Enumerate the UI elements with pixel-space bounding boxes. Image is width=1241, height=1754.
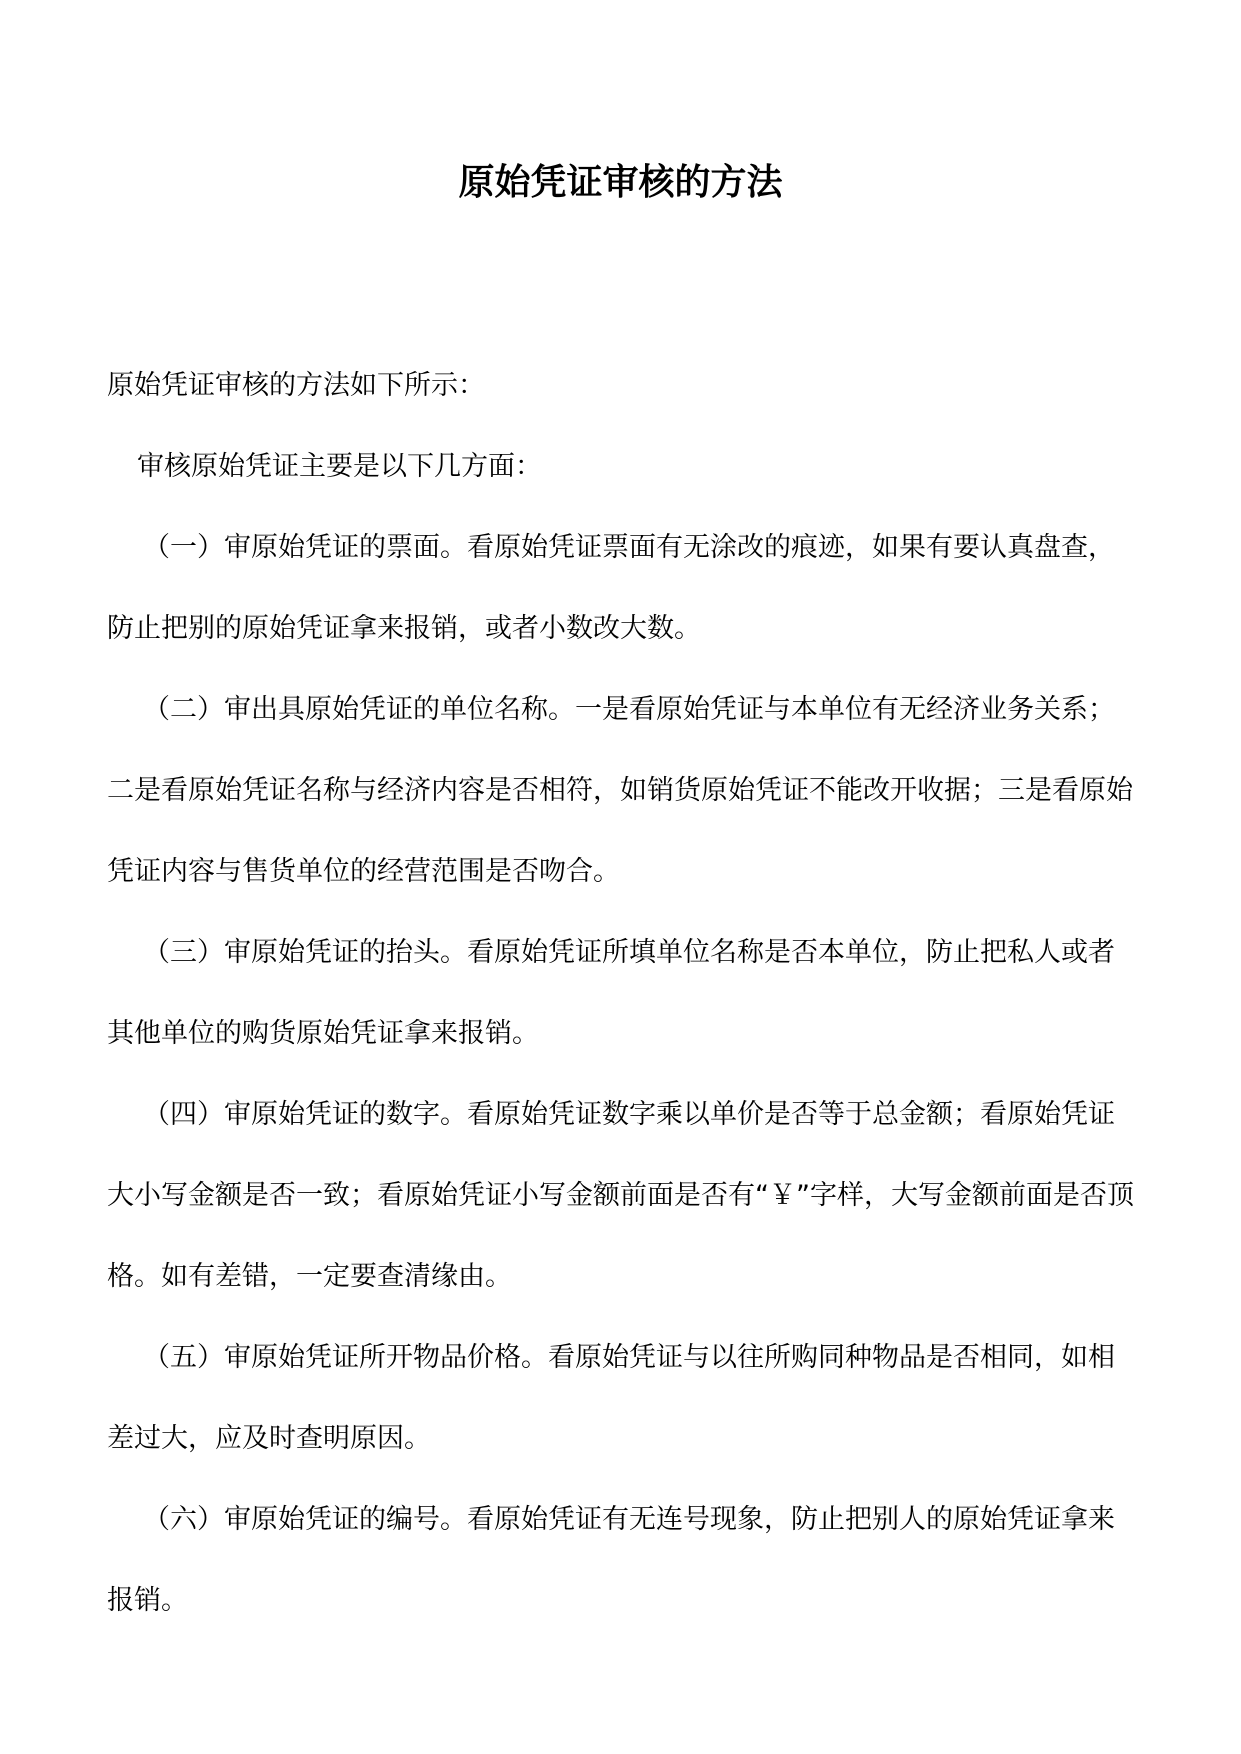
section-5-paragraph: （五）审原始凭证所开物品价格。看原始凭证与以往所购同种物品是否相同，如相差过大，应及时查明原因。 [107, 1342, 1115, 1454]
intro-paragraph: 原始凭证审核的方法如下所示： [107, 370, 485, 401]
section-2-paragraph: （二）审出具原始凭证的单位名称。一是看原始凭证与本单位有无经济业务关系；二是看原始凭证名称与经济内容是否相符，如销货原始凭证不能改开收据；三是看原始凭证内容与售货单位的经营范围是否吻合。 [107, 694, 1133, 887]
document-title: 原始凭证审核的方法 [458, 161, 783, 203]
section-4-paragraph: （四）审原始凭证的数字。看原始凭证数字乘以单价是否等于总金额；看原始凭证大小写金额是否一致；看原始凭证小写金额前面是否有“￥”字样，大写金额前面是否顶格。如有差错，一定要查清缘由。 [107, 1099, 1134, 1292]
summary-paragraph: 审核原始凭证主要是以下几方面： [137, 451, 542, 482]
document-body [107, 345, 1137, 1641]
section-1-paragraph: （一）审原始凭证的票面。看原始凭证票面有无涂改的痕迹，如果有要认真盘查，防止把别的原始凭证拿来报销，或者小数改大数。 [107, 532, 1115, 644]
section-6-paragraph: （六）审原始凭证的编号。看原始凭证有无连号现象，防止把别人的原始凭证拿来报销。 [107, 1504, 1115, 1616]
section-3-paragraph: （三）审原始凭证的抬头。看原始凭证所填单位名称是否本单位，防止把私人或者其他单位的购货原始凭证拿来报销。 [107, 937, 1115, 1049]
